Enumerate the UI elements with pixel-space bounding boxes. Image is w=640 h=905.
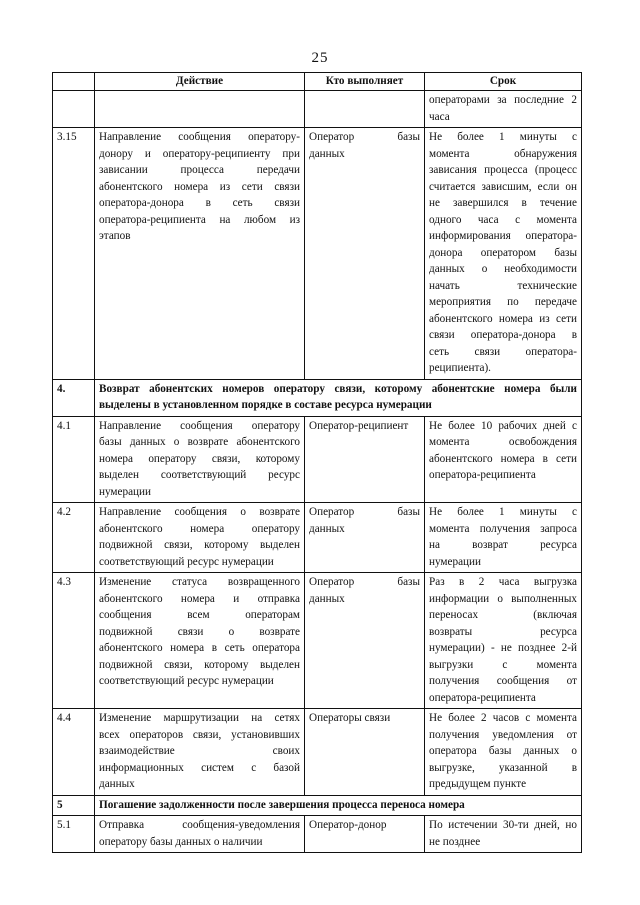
deadline-line: донора оператором базы bbox=[429, 246, 577, 259]
performer-line: данных bbox=[309, 522, 345, 535]
action-cell bbox=[95, 709, 305, 796]
table-row bbox=[53, 709, 582, 796]
action-cell bbox=[95, 416, 305, 503]
action-line: номера оператору связи, которому bbox=[99, 452, 300, 465]
deadline-line: По истечении 30-ти дней, но bbox=[429, 819, 577, 831]
action-line: данных bbox=[99, 778, 135, 790]
action-line: абонентского номера оператору bbox=[99, 522, 300, 535]
section-row bbox=[53, 795, 582, 816]
action-cell bbox=[95, 91, 305, 128]
table-row bbox=[53, 91, 582, 128]
deadline-line: операторами за последние 2 bbox=[429, 94, 577, 106]
deadline-cell bbox=[425, 573, 582, 709]
action-line: подвижной связи, которому выделен bbox=[99, 539, 300, 551]
action-line: абонентского номера и отправка bbox=[99, 592, 300, 605]
deadline-line: информирования оператора- bbox=[429, 230, 577, 242]
action-line: абонентского номера из сети связи bbox=[99, 180, 300, 193]
action-line: Направление сообщения о возврате bbox=[99, 506, 300, 518]
deadline-line: часа bbox=[429, 110, 450, 123]
action-line: зависании процесса передачи bbox=[99, 164, 300, 176]
deadline-line: связи оператора-донора в bbox=[429, 329, 577, 341]
header-num bbox=[53, 73, 95, 91]
performer-line: Операторы связи bbox=[309, 712, 391, 724]
action-line: выделен соответствующий ресурс bbox=[99, 469, 300, 481]
performer-line: данных bbox=[309, 147, 345, 160]
deadline-line: одного часа с момента bbox=[429, 213, 577, 226]
action-line: соответствующий ресурс нумерации bbox=[99, 555, 274, 568]
item-number: 5 bbox=[53, 795, 95, 816]
action-line: подвижной связи о возврате bbox=[99, 625, 300, 638]
deadline-line: оператора-реципиента bbox=[429, 469, 536, 481]
deadline-line: Не более 2 часов с момента bbox=[429, 712, 577, 724]
performer-cell bbox=[305, 503, 425, 573]
deadline-line: мероприятия по передаче bbox=[429, 296, 577, 308]
deadline-cell bbox=[425, 503, 582, 573]
deadline-cell bbox=[425, 416, 582, 503]
deadline-line: оператора базы данных о bbox=[429, 745, 577, 757]
deadline-cell bbox=[425, 816, 582, 853]
deadline-line: начать технические bbox=[429, 279, 577, 292]
header-who: Кто выполняет bbox=[305, 73, 425, 91]
performer-cell bbox=[305, 573, 425, 709]
performer-cell bbox=[305, 128, 425, 380]
performer-cell bbox=[305, 709, 425, 796]
item-number: 4.1 bbox=[53, 416, 95, 503]
deadline-line: момента обнаружения bbox=[429, 147, 577, 160]
deadline-line: нумерации) - не позднее 2-й bbox=[429, 642, 577, 654]
page-number: 25 bbox=[311, 50, 329, 66]
deadline-line: момента получения запроса bbox=[429, 522, 577, 535]
procedure-table bbox=[52, 72, 582, 853]
performer-line: Оператор базы bbox=[309, 131, 420, 143]
deadline-line: считается зависшим, если он bbox=[429, 180, 577, 193]
performer-line: Оператор-реципиент bbox=[309, 419, 409, 432]
action-cell bbox=[95, 816, 305, 853]
item-number: 5.1 bbox=[53, 816, 95, 853]
table-row bbox=[53, 573, 582, 709]
action-line: Изменение маршрутизации на сетях bbox=[99, 712, 300, 724]
deadline-line: получения уведомления от bbox=[429, 728, 577, 741]
performer-line: Оператор базы bbox=[309, 576, 420, 588]
deadline-line: оператора-реципиента bbox=[429, 691, 536, 704]
deadline-line: Не более 1 минуты с bbox=[429, 506, 577, 518]
table-header-row bbox=[53, 73, 582, 91]
action-line: этапов bbox=[99, 230, 131, 242]
deadline-line: реципиента). bbox=[429, 362, 491, 374]
item-number: 3.15 bbox=[53, 128, 95, 380]
action-line: нумерации bbox=[99, 485, 151, 498]
action-line: соответствующий ресурс нумерации bbox=[99, 675, 274, 687]
performer-cell bbox=[305, 816, 425, 853]
action-line: информационных систем с базой bbox=[99, 761, 300, 774]
section-title-line: выделены в установленном порядке в составе ресурса нумерации bbox=[99, 399, 432, 411]
action-line: взаимодействие своих bbox=[99, 745, 300, 757]
action-line: Отправка сообщения-уведомления bbox=[99, 819, 300, 831]
action-line: Направление сообщения оператору- bbox=[99, 131, 300, 143]
deadline-line: переносах (включая bbox=[429, 609, 577, 621]
deadline-line: нумерации bbox=[429, 555, 481, 568]
deadline-line: Не более 1 минуты с bbox=[429, 131, 577, 143]
deadline-cell bbox=[425, 709, 582, 796]
action-line: абонентского номера в сеть оператора bbox=[99, 642, 300, 654]
header-term: Срок bbox=[425, 73, 582, 91]
section-row bbox=[53, 379, 582, 416]
action-line: сообщения всем операторам bbox=[99, 609, 300, 621]
deadline-line: выгрузки с момента bbox=[429, 658, 577, 671]
deadline-line: не завершился в течение bbox=[429, 197, 577, 209]
deadline-line: момента освобождения bbox=[429, 436, 577, 448]
action-cell bbox=[95, 573, 305, 709]
section-title bbox=[95, 379, 582, 416]
section-title-line: Возврат абонентских номеров оператору связи, которому абонентские номера были bbox=[99, 382, 577, 395]
action-line: донору и оператору-реципиенту при bbox=[99, 147, 300, 160]
action-line: базы данных о возврате абонентского bbox=[99, 436, 300, 448]
performer-line: Оператор базы bbox=[309, 506, 420, 518]
table-row bbox=[53, 128, 582, 380]
deadline-line: выгрузке, указанной в bbox=[429, 761, 577, 774]
deadline-line: возвраты ресурса bbox=[429, 625, 577, 638]
deadline-line: не позднее bbox=[429, 835, 481, 848]
deadline-line: на возврат ресурса bbox=[429, 539, 577, 551]
action-line: Направление сообщения оператору bbox=[99, 419, 300, 432]
header-action: Действие bbox=[95, 73, 305, 91]
deadline-line: сеть связи оператора- bbox=[429, 345, 577, 358]
action-line: оператора-донора в сеть связи bbox=[99, 197, 300, 209]
table-row bbox=[53, 416, 582, 503]
performer-cell bbox=[305, 91, 425, 128]
table-row bbox=[53, 503, 582, 573]
action-cell bbox=[95, 128, 305, 380]
deadline-line: предыдущем пункте bbox=[429, 778, 527, 790]
deadline-cell bbox=[425, 91, 582, 128]
performer-line: Оператор-донор bbox=[309, 819, 387, 831]
action-line: оператору базы данных о наличии bbox=[99, 835, 263, 848]
action-line: оператора-реципиента на любом из bbox=[99, 213, 300, 226]
deadline-line: Не более 10 рабочих дней с bbox=[429, 419, 577, 432]
deadline-line: данных о необходимости bbox=[429, 263, 577, 275]
deadline-cell bbox=[425, 128, 582, 380]
item-number: 4.4 bbox=[53, 709, 95, 796]
item-number: 4.3 bbox=[53, 573, 95, 709]
item-number: 4. bbox=[53, 379, 95, 416]
section-title-line: Погашение задолженности после завершения процесса переноса номера bbox=[99, 798, 465, 811]
performer-cell bbox=[305, 416, 425, 503]
performer-line: данных bbox=[309, 592, 345, 605]
deadline-line: зависания процесса (процесс bbox=[429, 164, 577, 176]
deadline-line: абонентского номера из сети bbox=[429, 312, 577, 325]
item-number bbox=[53, 91, 95, 128]
action-line: подвижной связи, которому выделен bbox=[99, 658, 300, 671]
action-line: всех операторов связи, установивших bbox=[99, 728, 300, 741]
deadline-line: получения сообщения от bbox=[429, 675, 577, 687]
deadline-line: информации о выполненных bbox=[429, 592, 577, 605]
table-row bbox=[53, 816, 582, 853]
section-title bbox=[95, 795, 582, 816]
table-body bbox=[53, 91, 582, 853]
action-cell bbox=[95, 503, 305, 573]
deadline-line: Раз в 2 часа выгрузка bbox=[429, 576, 577, 588]
action-line: Изменение статуса возвращенного bbox=[99, 576, 300, 588]
deadline-line: абонентского номера в сети bbox=[429, 452, 577, 465]
item-number: 4.2 bbox=[53, 503, 95, 573]
